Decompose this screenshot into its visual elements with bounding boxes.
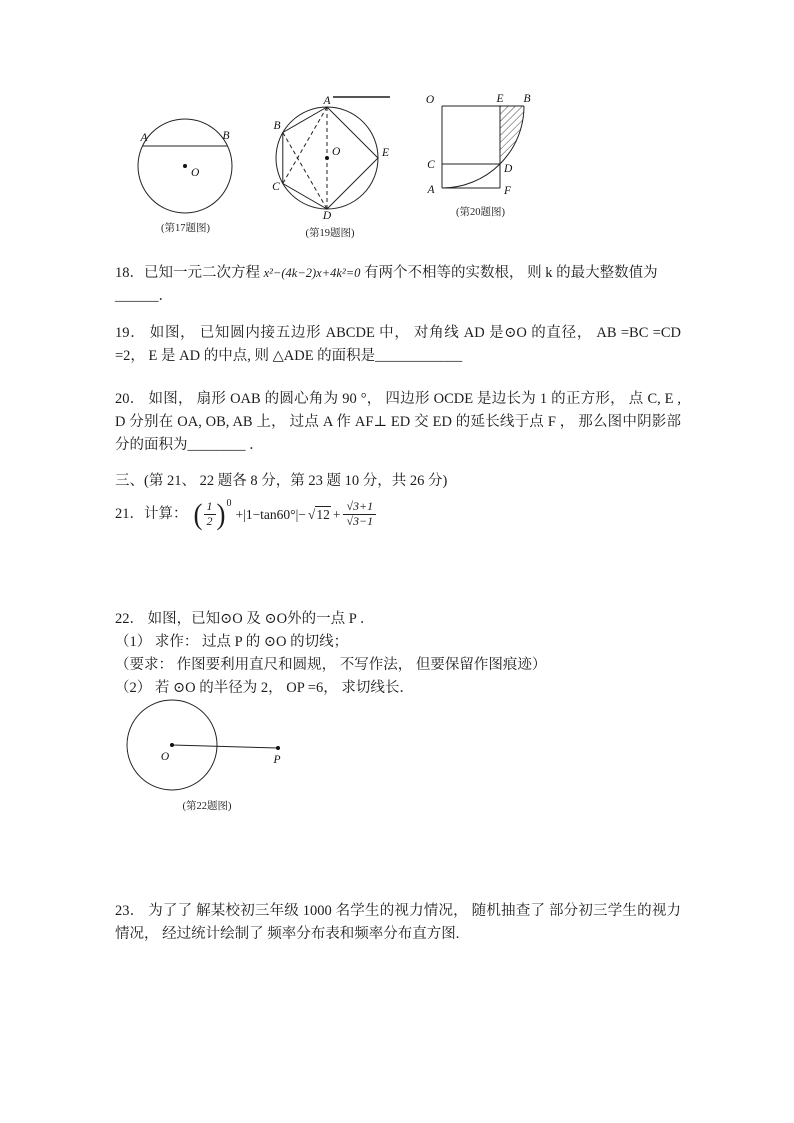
q21-fraction-2: [343, 500, 376, 529]
q18-blank: ______．: [115, 288, 173, 304]
fig19-label-C: C: [272, 181, 280, 193]
fig22-label-O: O: [160, 751, 170, 763]
q23-text: 为了了 解某校初三年级 1000 名学生的视力情况， 随机抽查了 部分初三学生的视力情况， 经过统计绘制了 频率分布表和频率分布直方图.: [115, 903, 682, 942]
fig22-point-P-dot: [276, 746, 280, 750]
q18-text2: 有两个不相等的实数根， 则 k 的最大整数值为: [360, 265, 658, 281]
q21-exponent: 0: [226, 498, 232, 510]
fig17-label-A: A: [140, 132, 148, 144]
question-18: [115, 262, 681, 308]
question-23: [115, 900, 681, 946]
q20-text: 如图， 扇形 OAB 的圆心角为 90 °， 四边形 OCDE 是边长为 1 的正方形， 点 C, E , D 分别在 OA, OB, AB 上， 过点 A 作 AF⊥ ED 交 ED 的延长线于点 F ， 那么图中阴影部分的面积为________ ．: [115, 391, 682, 453]
fig19-caption: (第19题图): [305, 228, 355, 239]
fig19-diagonal-AC: [283, 107, 327, 184]
question-19: [115, 322, 681, 368]
q19-number: 19．: [115, 325, 146, 341]
q23-number: 23．: [115, 903, 145, 919]
q21-frac2-numerator: √3+1: [346, 499, 374, 513]
fig20-label-A: A: [427, 184, 435, 196]
q21-fraction-1: [204, 500, 216, 529]
fig20-label-C: C: [427, 159, 435, 171]
q21-sqrt-12-radicand: 12: [316, 506, 330, 522]
q22-line-2: （1） 求作： 过点 P 的 ⊙O 的切线；: [115, 634, 349, 650]
figure-20: [418, 90, 543, 219]
fig20-caption: (第20题图): [456, 207, 505, 218]
fig19-label-E: E: [382, 147, 390, 159]
fig17-center-dot: [183, 164, 187, 168]
q21-number: 21．: [115, 505, 144, 522]
question-22: [115, 608, 681, 700]
fig19-label-O: O: [332, 146, 341, 158]
figure-17: [128, 108, 243, 235]
fig22-diagram: [122, 690, 312, 794]
q21-plus: +: [332, 506, 341, 522]
fig17-label-B: B: [222, 130, 230, 142]
q18-number: 18．: [115, 265, 144, 281]
fig20-label-F: F: [504, 185, 512, 197]
fig19-label-D: D: [322, 210, 332, 221]
fig20-label-B: B: [523, 93, 531, 105]
question-21: [115, 497, 681, 531]
q22-line-1: 22． 如图，已知⊙O 及 ⊙O外的一点 P ．: [115, 611, 375, 627]
q22-line-3: （要求： 作图要利用直尺和圆规， 不写作法， 但要保留作图痕迹）: [115, 657, 547, 673]
q18-text1: 已知一元二次方程: [144, 265, 264, 281]
q18-equation: x²−(4k−2)x+4k²=0: [263, 266, 361, 280]
fig20-shaded-region: [500, 106, 524, 164]
fig20-label-O: O: [425, 94, 435, 106]
section-3-heading: [115, 470, 681, 493]
q22-line-4: （2） 若 ⊙O 的半径为 2， OP =6， 求切线长．: [115, 680, 414, 696]
q21-frac1-denominator: 2: [204, 514, 216, 529]
fig20-diagram: [418, 90, 543, 200]
q21-sqrt-12: √12: [307, 506, 330, 522]
q21-frac1-numerator: 1: [206, 499, 213, 513]
fig19-center-dot: [325, 156, 329, 160]
figure-22: [122, 690, 312, 813]
q19-text: 如图， 已知圆内接五边形 ABCDE 中， 对角线 AD 是⊙O 的直径， AB =BC =CD =2， E 是 AD 的中点, 则 △ADE 的面积是____________: [115, 325, 682, 364]
fig22-caption: (第22题图): [182, 801, 232, 812]
fig17-caption: (第17题图): [161, 223, 210, 234]
open-paren: (: [193, 497, 203, 531]
fig19-diagram: [270, 95, 390, 221]
q21-middle-terms: +|1−tan60°|−: [235, 506, 306, 522]
q21-formula: [193, 497, 378, 531]
fig20-label-D: D: [504, 163, 513, 175]
fig22-line-OP: [172, 745, 278, 748]
fig22-label-P: P: [273, 754, 281, 766]
fig22-center-dot: [170, 743, 174, 747]
figure-19: [270, 95, 390, 240]
q21-frac2-denominator: √3−1: [343, 514, 376, 529]
question-20: [115, 388, 681, 457]
fig17-diagram: [128, 108, 243, 216]
section-3-text: 三、(第 21、 22 题各 8 分，第 23 题 10 分，共 26 分): [115, 473, 448, 489]
fig19-diagonal-BD: [283, 133, 327, 210]
fig20-label-E: E: [496, 93, 504, 105]
q20-number: 20．: [115, 391, 145, 407]
fig19-label-B: B: [273, 120, 281, 132]
fig19-label-A: A: [323, 95, 331, 107]
fig17-label-O: O: [191, 167, 200, 179]
close-paren: ): [216, 497, 226, 531]
q21-label: 计算：: [144, 505, 188, 522]
